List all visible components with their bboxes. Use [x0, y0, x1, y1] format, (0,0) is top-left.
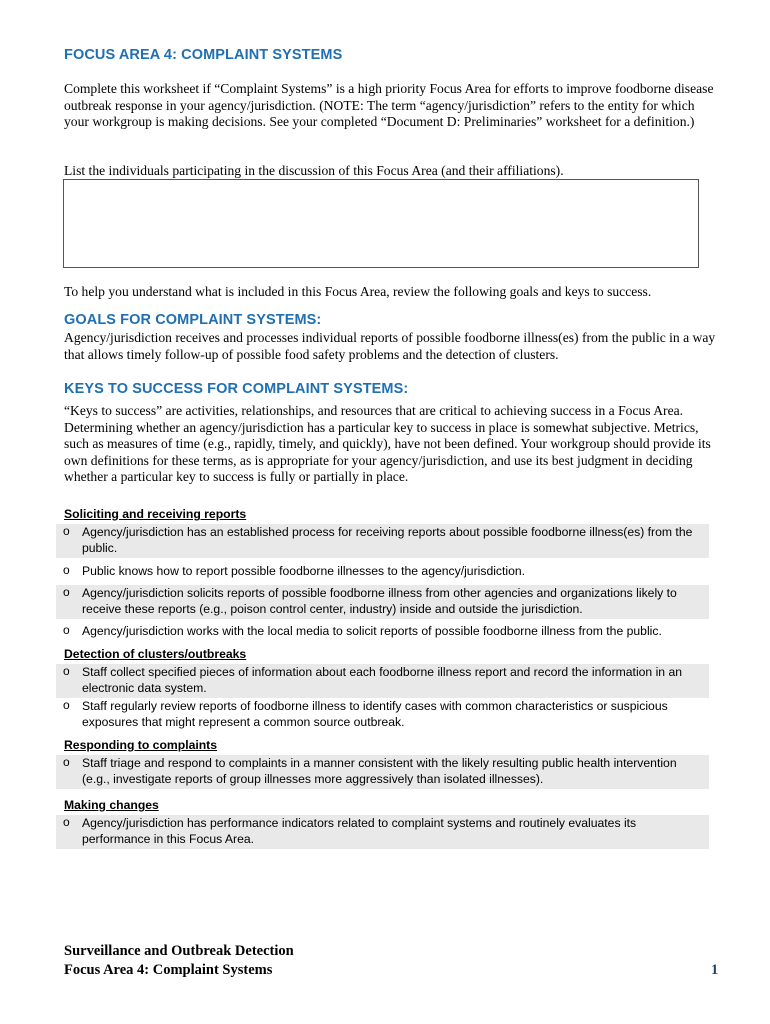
- checkbox-bullet[interactable]: o: [63, 755, 70, 769]
- checkbox-bullet[interactable]: o: [63, 664, 70, 678]
- participants-text-box[interactable]: [63, 179, 699, 268]
- checkbox-bullet[interactable]: o: [63, 623, 70, 637]
- key-item-review-reports: [56, 698, 709, 732]
- keys-text: “Keys to success” are activities, relationships, and resources that are critical to achieving success in a Focus Area. Determining whether an agency/jurisdiction has a particular key to success in place is somewhat subjective. Metrics, such as measures of time (e.g., rapidly, timely, and quickly), have not been defined. Your workgroup should provide its own definitions for these terms, as is appropriate for your agency/jurisdiction, and use its best judgment in deciding whether a particular key to success is fully or partially in place.: [64, 403, 711, 484]
- key-item-text: Staff regularly review reports of foodborne illness to identify cases with common characteristics or suspicious exposures that might represent a common source outbreak.: [82, 699, 668, 729]
- intro-paragraph: Complete this worksheet if “Complaint Systems” is a high priority Focus Area for efforts to improve foodborne disease outbreak response in your agency/jurisdiction. (NOTE: The term “agency/jurisdiction” refers to the entity for which your workgroup is making decisions. See your completed “Document D: Preliminaries” worksheet for a definition.): [64, 81, 714, 129]
- participants-value: [64, 180, 698, 188]
- review-prompt: To help you understand what is included in this Focus Area, review the following goals and keys to success.: [64, 284, 652, 299]
- key-item-text: Staff collect specified pieces of information about each foodborne illness report and record the information in an electronic data system.: [82, 665, 683, 695]
- footer-line-2: Focus Area 4: Complaint Systems: [64, 962, 273, 978]
- key-item-collect-info: [56, 664, 709, 698]
- footer-line-1: Surveillance and Outbreak Detection: [64, 943, 294, 959]
- key-item-performance-indicators: [56, 815, 709, 849]
- key-item-text: Agency/jurisdiction works with the local media to solicit reports of possible foodborne illness from the public.: [82, 624, 662, 638]
- key-item-public-knows: [56, 563, 709, 582]
- key-item-text: Staff triage and respond to complaints in a manner consistent with the likely resulting public health intervention (e.g., investigate reports of group illnesses more aggressively than isolated illnesses).: [82, 756, 677, 786]
- participants-prompt: List the individuals participating in the discussion of this Focus Area (and their affiliations).: [64, 163, 564, 178]
- page-title: FOCUS AREA 4: COMPLAINT SYSTEMS: [64, 47, 343, 63]
- footer-title: [64, 942, 294, 980]
- keys-heading: KEYS TO SUCCESS FOR COMPLAINT SYSTEMS:: [64, 381, 409, 397]
- section-title-detection: Detection of clusters/outbreaks: [64, 647, 247, 661]
- checkbox-bullet[interactable]: o: [63, 815, 70, 829]
- key-item-local-media: [56, 623, 709, 642]
- checkbox-bullet[interactable]: o: [63, 563, 70, 577]
- page-number: 1: [711, 962, 719, 978]
- section-title-soliciting: Soliciting and receiving reports: [64, 507, 247, 521]
- goals-heading: GOALS FOR COMPLAINT SYSTEMS:: [64, 312, 322, 328]
- key-item-text: Agency/jurisdiction solicits reports of possible foodborne illness from other agencies and organizations likely to receive these reports (e.g., poison control center, industry) inside and outside the jurisdiction.: [82, 586, 677, 616]
- section-title-responding: Responding to complaints: [64, 738, 218, 752]
- checkbox-bullet[interactable]: o: [63, 585, 70, 599]
- key-item-text: Agency/jurisdiction has performance indicators related to complaint systems and routinely evaluates its performance in this Focus Area.: [82, 816, 637, 846]
- goals-text: Agency/jurisdiction receives and processes individual reports of possible foodborne illness(es) from the public in a way that allows timely follow-up of possible food safety problems and the detection of clusters.: [64, 330, 716, 362]
- key-item-solicits-agencies: [56, 585, 709, 619]
- key-item-text: Agency/jurisdiction has an established process for receiving reports about possible foodborne illness(es) from the public.: [82, 525, 693, 555]
- key-item-triage: [56, 755, 709, 789]
- checkbox-bullet[interactable]: o: [63, 524, 70, 538]
- section-title-making-changes: Making changes: [64, 798, 159, 812]
- checkbox-bullet[interactable]: o: [63, 698, 70, 712]
- key-item-established-process: [56, 524, 709, 558]
- key-item-text: Public knows how to report possible foodborne illnesses to the agency/jurisdiction.: [82, 564, 526, 578]
